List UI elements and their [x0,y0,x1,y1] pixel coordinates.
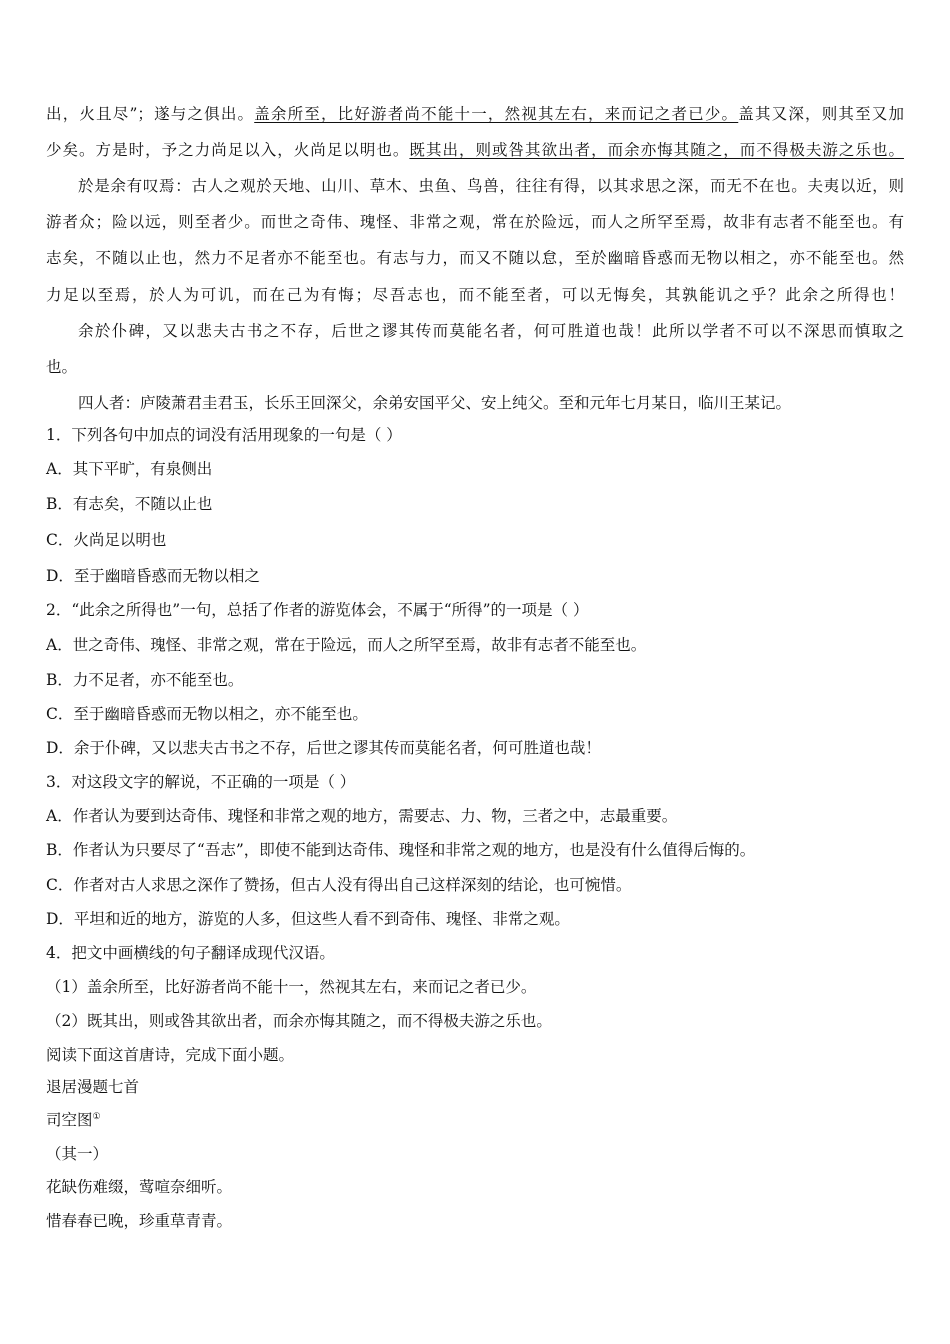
poem-title: 退居漫题七首 [46,1078,140,1096]
question-stem: 2．“此余之所得也”一句，总括了作者的游览体会，不属于“所得”的一项是（ ） [46,601,589,619]
underlined-sentence: 盖余所至，比好游者尚不能十一，然视其左右，来而记之者已少。 [254,105,739,123]
passage-line [46,138,904,160]
poem-line: 惜春春已晚，珍重草青青。 [46,1212,233,1230]
answer-option: A．世之奇伟、瑰怪、非常之观，常在于险远，而人之所罕至焉，故非有志者不能至也。 [46,636,647,654]
passage-segment: 出，火且尽”；遂与之俱出。 [46,105,255,123]
passage-line: 志矣，不随以止也，然力不足者亦不能至也。有志与力，而又不随以怠，至於幽暗昏惑而无物以相之，亦不能至也。然 [46,249,904,267]
underlined-sentence: 既其出，则或咎其欲出者，而余亦悔其随之，而不得极夫游之乐也。 [409,141,904,159]
passage-line: 也。 [46,358,78,376]
poem-author-name: 司空图 [46,1111,93,1129]
question-stem: 4．把文中画横线的句子翻译成现代汉语。 [46,944,335,962]
poem-line: 花缺伤难缀，莺喧奈细听。 [46,1178,233,1196]
footnote-marker: ① [92,1111,101,1122]
answer-option: D．平坦和近的地方，游览的人多，但这些人看不到奇伟、瑰怪、非常之观。 [46,910,570,928]
answer-option: C．至于幽暗昏惑而无物以相之，亦不能至也。 [46,705,368,723]
passage-segment: 盖其又深，则其至又加 [738,105,904,123]
passage-line: 四人者：庐陵萧君圭君玉，长乐王回深父，余弟安国平父、安上纯父。至和元年七月某日，临川王某记。 [78,394,792,412]
translation-item: （2）既其出，则或咎其欲出者，而余亦悔其随之，而不得极夫游之乐也。 [46,1012,552,1030]
answer-option: A．作者认为要到达奇伟、瑰怪和非常之观的地方，需要志、力、物，三者之中，志最重要。 [46,807,678,825]
answer-option: B．作者认为只要尽了“吾志”，即使不能到达奇伟、瑰怪和非常之观的地方，也是没有什么值得后悔的。 [46,841,756,859]
translation-item: （1）盖余所至，比好游者尚不能十一，然视其左右，来而记之者已少。 [46,978,537,996]
poem-part-label: （其一） [46,1145,109,1163]
passage-segment: 少矣。方是时，予之力尚足以入，火尚足以明也。 [46,141,410,159]
answer-option: A．其下平旷，有泉侧出 [46,460,213,478]
question-stem: 3．对这段文字的解说，不正确的一项是（ ） [46,773,356,791]
reading-instruction: 阅读下面这首唐诗，完成下面小题。 [46,1046,295,1064]
passage-line [46,102,904,124]
question-stem: 1．下列各句中加点的词没有活用现象的一句是（ ） [46,426,402,444]
passage-line: 余於仆碑，又以悲夫古书之不存，后世之谬其传而莫能名者，何可胜道也哉！此所以学者不可以不深思而慎取之 [78,322,904,340]
poem-author [46,1108,101,1130]
answer-option: C．作者对古人求思之深作了赞扬，但古人没有得出自己这样深刻的结论，也可惋惜。 [46,876,632,894]
answer-option: D．余于仆碑，又以悲夫古书之不存，后世之谬其传而莫能名者，何可胜道也哉！ [46,739,601,757]
answer-option: C．火尚足以明也 [46,531,167,549]
passage-line: 力足以至焉，於人为可讥，而在己为有悔；尽吾志也，而不能至者，可以无悔矣，其孰能讥之乎？此余之所得也！ [46,286,904,304]
passage-line: 游者众；险以远，则至者少。而世之奇伟、瑰怪、非常之观，常在於险远，而人之所罕至焉，故非有志者不能至也。有 [46,213,904,231]
answer-option: B．力不足者，亦不能至也。 [46,671,244,689]
passage-line: 於是余有叹焉：古人之观於天地、山川、草木、虫鱼、鸟兽，往往有得，以其求思之深，而无不在也。夫夷以近，则 [78,177,904,195]
answer-option: D．至于幽暗昏惑而无物以相之 [46,567,260,585]
answer-option: B．有志矣，不随以止也 [46,495,213,513]
